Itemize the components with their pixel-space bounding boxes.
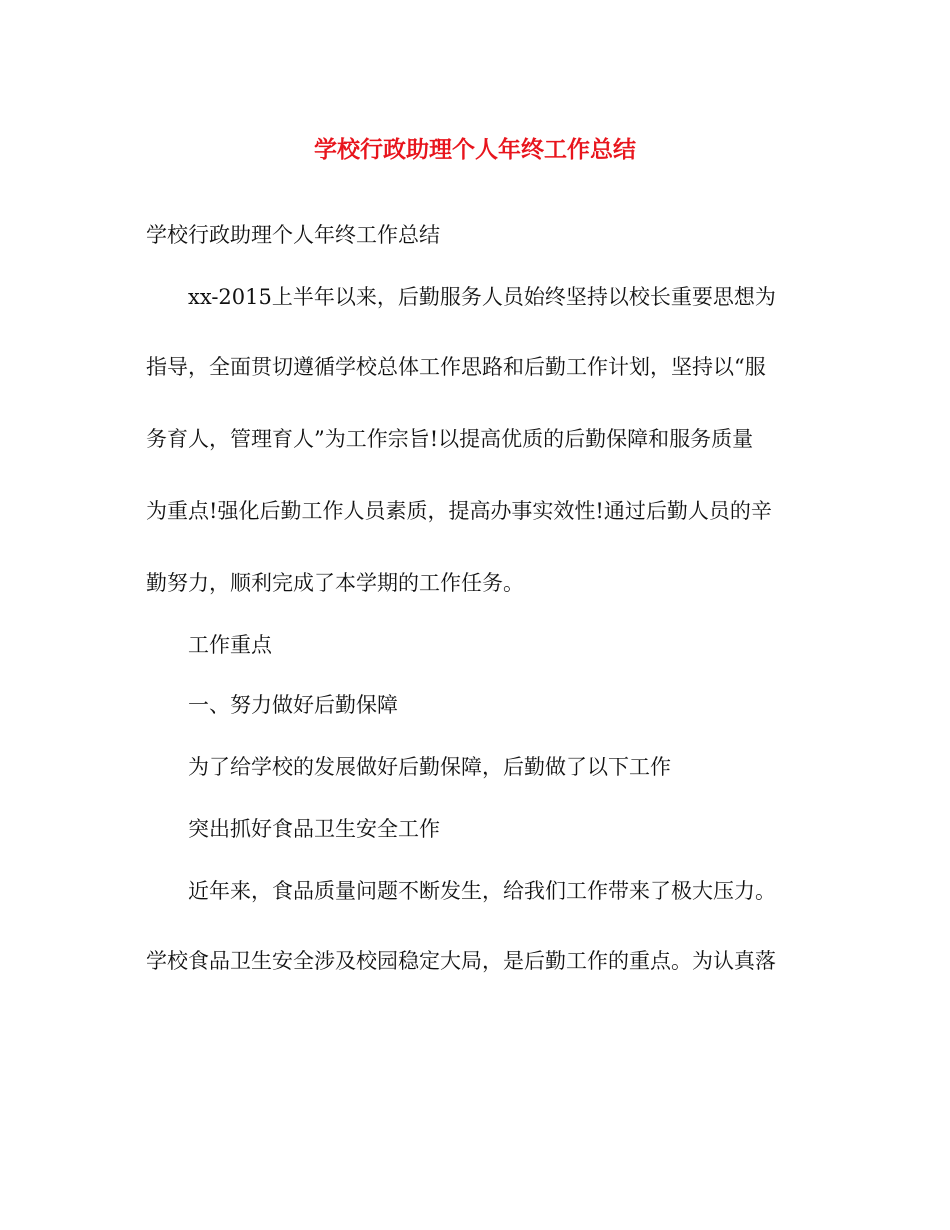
text-line-paragraph2-2: 学校食品卫生安全涉及校园稳定大局，是后勤工作的重点。为认真落 [146, 949, 776, 973]
section-heading-food-safety: 突出抓好食品卫生安全工作 [188, 817, 440, 841]
section-heading-focus: 工作重点 [188, 633, 272, 657]
text-line-paragraph1-2: 指导，全面贯切遵循学校总体工作思路和后勤工作计划，坚持以“服 [146, 355, 766, 379]
document-title: 学校行政助理个人年终工作总结 [314, 136, 636, 163]
text-line-paragraph1-4: 为重点!强化后勤工作人员素质，提高办事实效性!通过后勤人员的辛 [146, 499, 772, 523]
text-line-paragraph1-1: xx-2015上半年以来，后勤服务人员始终坚持以校长重要思想为 [188, 285, 776, 309]
text-line-paragraph1-5: 勤努力，顺利完成了本学期的工作任务。 [146, 571, 524, 595]
text-line-paragraph2-1: 近年来，食品质量问题不断发生，给我们工作带来了极大压力。 [188, 879, 776, 903]
section-heading-logistics: 一、努力做好后勤保障 [188, 693, 398, 717]
text-line-subtitle: 学校行政助理个人年终工作总结 [146, 223, 440, 247]
text-line-paragraph1-3: 务育人，管理育人”为工作宗旨!以提高优质的后勤保障和服务质量 [146, 427, 754, 451]
text-line-logistics-intro: 为了给学校的发展做好后勤保障，后勤做了以下工作 [188, 755, 671, 779]
